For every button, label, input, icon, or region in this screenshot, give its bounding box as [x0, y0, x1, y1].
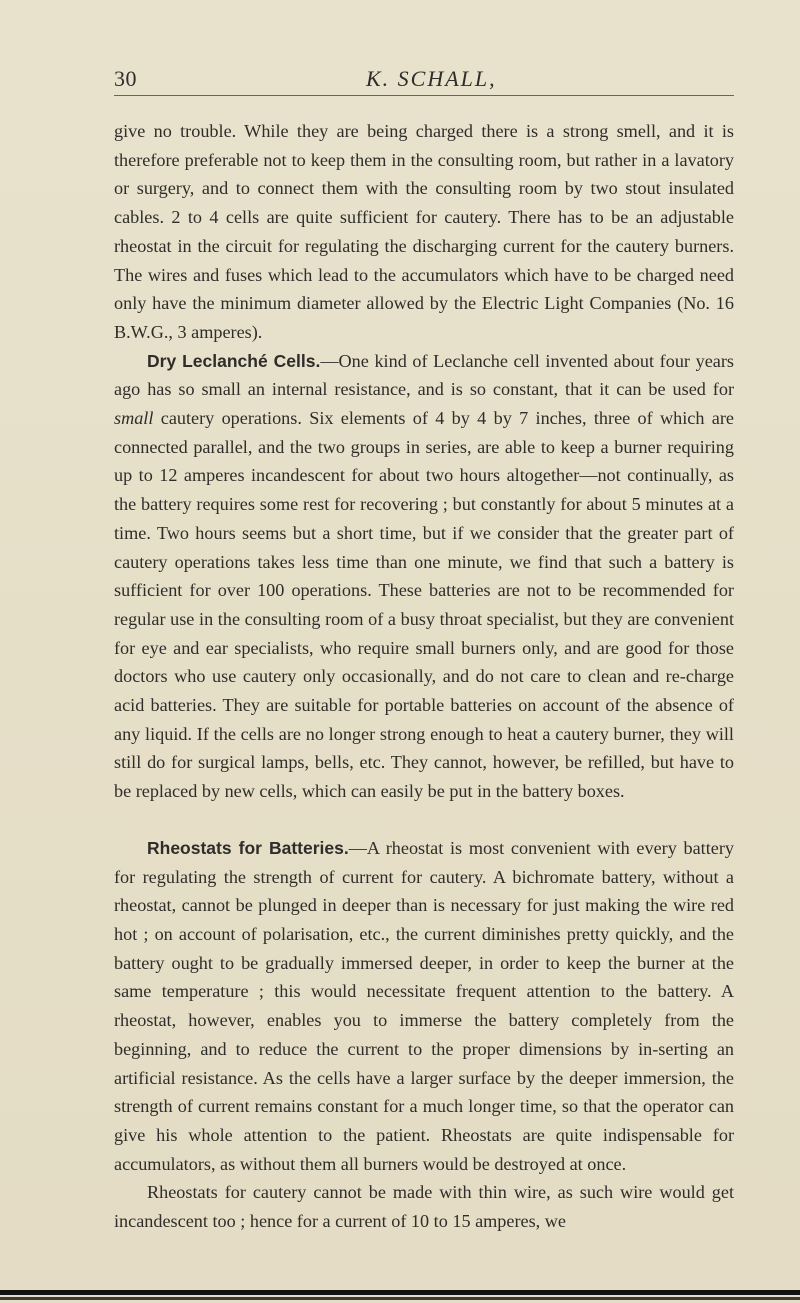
section-heading-dry-leclanche: Dry Leclanché Cells. [147, 350, 321, 371]
paragraph-rheostat-wire: Rheostats for cautery cannot be made with thin wire, as such wire would get incandescent too ; hence for a current of 10 to 15 amperes, we [114, 1182, 734, 1232]
paragraph-text: cautery operations. Six elements of 4 by 4 by 7 inches, three of which are connected parallel, and the two groups in series, are able to keep a burner requiring up to 12 amperes incandescent for about two hours altogether—not continually, as the battery requires some rest for recovering ; but constantly for about 5 minutes at a time. Two hours seems but a short time, but if we consider that the greater part of cautery operations takes less time than one minute, we find that such a battery is sufficient for over 100 operations. These batteries are not to be recommended for regular use in the consulting room of a busy throat specialist, but they are convenient for eye and ear specialists, who require small burners only, and are good for those doctors who use cautery only occasionally, and do not care to clean and re-charge acid batteries. They are suitable for portable batteries on account of the absence of any liquid. If the cells are no longer strong enough to heat a cautery burner, they will still do for surgical lamps, bells, etc. They cannot, however, be refilled, but have to be replaced by new cells, which can easily be put in the battery boxes. [114, 408, 734, 802]
header-rule [114, 95, 734, 96]
section-heading-rheostats: Rheostats for Batteries. [147, 837, 349, 858]
paragraph-text: —A rheostat is most convenient with every battery for regulating the strength of current for cautery. A bichromate battery, without a rheostat, cannot be plunged in deeper than is necessary for just making the wire red hot ; on account of polarisation, etc., the current diminishes pretty quickly, and the battery ought to be gradually immersed deeper, in order to keep the burner at the same temperature ; this would necessitate frequent attention to the battery. A rheostat, however, enables you to immerse the battery completely from the beginning, and to reduce the current to the proper dimensions by in-serting an artificial resistance. As the cells have a larger surface by the deeper immersion, the strength of current remains constant for a much longer time, so that the operator can give his whole attention to the patient. Rheostats are quite indispensable for accumulators, as without them all burners would be destroyed at once. [114, 837, 734, 1174]
emphasis-text: small [114, 408, 154, 429]
page-header [114, 66, 714, 106]
page-number: 30 [114, 66, 137, 91]
paragraph-accumulators: give no trouble. While they are being charged there is a strong smell, and it is therefore preferable not to keep them in the consulting room, but rather in a lavatory or surgery, and to connect them with the consulting room by two stout insulated cables. 2 to 4 cells are quite sufficient for cautery. There has to be an adjustable rheostat in the circuit for regulating the discharging current for the cautery burners. The wires and fuses which lead to the accumulators which have to be charged need only have the minimum diameter allowed by the Electric Light Companies (No. 16 B.W.G., 3 amperes). [114, 121, 734, 342]
bottom-edge-rule [0, 1290, 800, 1295]
body-text [114, 117, 734, 1236]
paragraph-rheostats [114, 834, 734, 1178]
bottom-edge-rule-secondary [0, 1297, 800, 1300]
running-head: K. SCHALL, [366, 66, 497, 91]
paragraph-dry-leclanche-cells [114, 347, 734, 806]
paragraph-text: —One kind of Leclanche cell invented about four years ago has so small an internal resistance, and is so constant, that it can be used for [114, 350, 734, 400]
